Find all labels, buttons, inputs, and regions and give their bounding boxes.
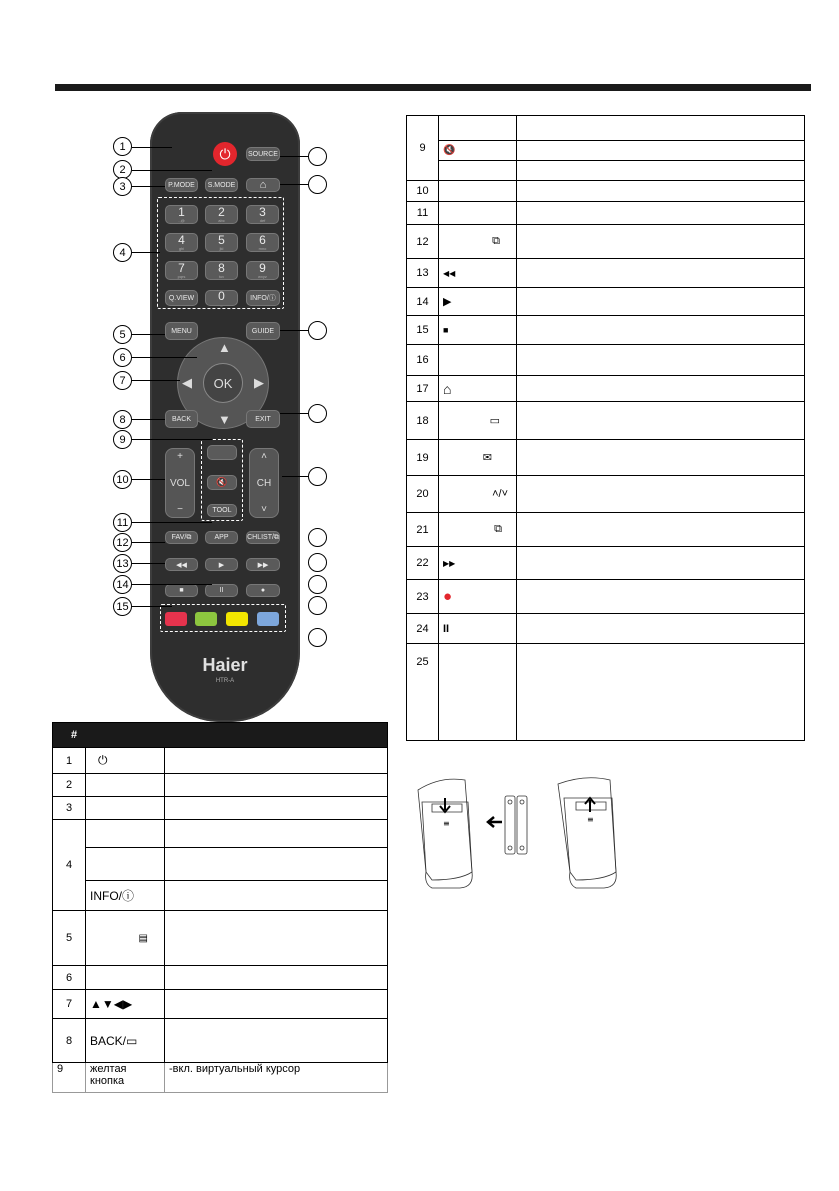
remote-back-open [418,779,472,888]
power-icon: ⏻ [86,748,165,774]
callout-line [132,170,212,171]
right-arrow-icon: ▶ [254,375,264,390]
info-button: INFO/ⓘ [246,290,280,306]
callout-right [308,321,327,340]
page-up-down-icon: ˄/˅ [439,476,517,513]
mute-icon: 🔇 [207,475,237,490]
table-row: 18 ▭ [407,402,805,440]
callout-right [308,404,327,423]
table-row: 9 желтая кнопка -вкл. виртуальный курсор [53,1063,388,1093]
home-icon: ⌂ [439,376,517,402]
callout-right [308,628,327,647]
callout-line [132,584,212,585]
callout-line [132,252,160,253]
callout-line [132,186,165,187]
table-row: 11 [407,202,805,225]
red-button [165,612,187,626]
mute-icon: 🔇 [439,141,517,161]
insert-arrow-icon [488,817,502,827]
callout-line [280,156,308,157]
teletext-icon: ✉ [439,440,517,476]
callout-line [280,184,308,185]
callout-right [308,467,327,486]
up-arrow-icon: ▲ [218,340,231,355]
callout-line [132,479,165,480]
table-row: 8 BACK/▭ [53,1019,388,1063]
table-row: 4 [53,820,388,848]
callout-right [308,553,327,572]
table-row: 16 [407,345,805,376]
table-row: 5 ▤ [53,911,388,966]
ok-button: OK [203,363,243,403]
callout-11: 11 [113,513,132,532]
menu-button: MENU [165,322,198,340]
svg-text:≡: ≡ [587,815,594,824]
table-row: 23 ● [407,580,805,614]
svg-text:≡: ≡ [443,819,450,828]
callout-4: 4 [113,243,132,262]
model-label: HTR-A [215,678,235,684]
callout-line [132,380,180,381]
digit-7: 7 pqrs [165,261,198,280]
vol-rocker: + VOL − [165,448,195,518]
down-arrow-icon: ▼ [218,412,231,427]
table-row: 10 [407,181,805,202]
table-row [53,881,388,911]
table-row: 6 [53,966,388,990]
battery-installation-figure [410,772,635,892]
callout-5: 5 [113,325,132,344]
fast-forward-icon: ▶▶ [439,547,517,580]
table-row [53,848,388,881]
chlist-button: CHLIST/⧉ [246,531,280,544]
play-icon: ▶ [439,288,517,316]
ch-rocker: ˄ CH ˅ [249,448,279,518]
digit-3: 3 def [246,205,279,224]
left-arrow-icon: ◀ [182,375,192,390]
table-row: 15 ■ [407,316,805,345]
table-row: 12 ⧉ [407,225,805,259]
fast-forward-icon: ▶▶ [246,558,280,571]
fav-icon: ⧉ [439,225,517,259]
digit-8: 8 tuv [205,261,238,280]
table-row: 20 ˄/˅ [407,476,805,513]
table-row: 3 [53,797,388,820]
table-row: 9 [407,116,805,141]
exit-button: EXIT [246,410,280,428]
blue-button [257,612,279,626]
pause-icon: II [205,584,238,597]
callout-right [308,528,327,547]
table-row [407,141,805,161]
tool-button: TOOL [207,504,237,517]
table-row: 14 ▶ [407,288,805,316]
callout-line [132,522,212,523]
table-row: 13 ◀◀ [407,259,805,288]
chlist-icon: ⧉ [439,513,517,547]
navigation-arrows-icon: ▲▼◀▶ [86,990,165,1019]
table-row: 22 ▶▶ [407,547,805,580]
callout-1: 1 [113,137,132,156]
callout-line [280,413,308,414]
callout-14: 14 [113,575,132,594]
table-row: 1 ⏻ [53,748,388,774]
remote-back-closed [558,778,616,888]
callout-line [132,542,165,543]
callout-6: 6 [113,348,132,367]
callout-line [132,147,172,148]
record-icon: ● [246,584,280,597]
smode-button: S.MODE [205,178,238,192]
subtitle-icon: ▭ [439,402,517,440]
callout-line [280,330,308,331]
callout-2: 2 [113,160,132,179]
back-label: BACK/▭ [86,1019,165,1063]
table-row: 7 ▲▼◀▶ [53,990,388,1019]
callout-10: 10 [113,470,132,489]
info-label: INFO/ⓘ [86,881,165,911]
digit-0: 0 _ [205,290,238,306]
yellow-button [226,612,248,626]
pmode-button: P.MODE [165,178,198,192]
digit-2: 2 abc [205,205,238,224]
callout-right [308,175,327,194]
pause-icon: II [439,614,517,644]
record-icon: ● [439,580,517,614]
top-rule [55,84,811,91]
green-button [195,612,217,626]
digit-5: 5 jkl [205,233,238,252]
digit-1: 1 .,@ [165,205,198,224]
source-button: SOURCE [246,147,280,161]
power-icon: ⏻ [213,142,237,166]
table-row: 19 ✉ [407,440,805,476]
brand-logo: Haier [202,655,248,675]
play-icon: ▶ [205,558,238,571]
back-button: BACK [165,410,198,428]
callout-7: 7 [113,371,132,390]
qview-button: Q.VIEW [165,290,198,306]
callout-3: 3 [113,177,132,196]
callout-line [132,606,172,607]
table-header: # [53,723,388,748]
stop-icon: ■ [439,316,517,345]
callout-line [132,357,197,358]
app-button: APP [205,531,238,544]
callout-right [308,147,327,166]
digit-6: 6 mno [246,233,279,252]
down-arrow-icon [440,798,450,812]
callout-right [308,575,327,594]
callout-line [132,419,165,420]
callout-13: 13 [113,554,132,573]
menu-icon: ▤ [86,911,165,966]
left-button-table [52,722,388,1093]
battery-pair [505,796,527,854]
callout-right [308,596,327,615]
callout-line [282,476,308,477]
yellow-cursor-button [207,445,237,460]
table-row: 2 [53,774,388,797]
stop-icon: ■ [165,584,198,597]
callout-line [132,563,165,564]
table-row: 17 ⌂ [407,376,805,402]
callout-12: 12 [113,533,132,552]
remote-body [150,112,300,722]
table-row: 21 ⧉ [407,513,805,547]
rewind-icon: ◀◀ [439,259,517,288]
callout-8: 8 [113,410,132,429]
right-button-table [406,115,805,741]
guide-button: GUIDE [246,322,280,340]
rewind-icon: ◀◀ [165,558,198,571]
table-row: 24 II [407,614,805,644]
callout-line [132,334,165,335]
home-icon: ⌂ [246,178,280,192]
digit-4: 4 ghi [165,233,198,252]
fav-button: FAV/⧉ [165,531,198,544]
digit-9: 9 wxyz [246,261,279,280]
callout-9: 9 [113,430,132,449]
table-row: 25 [407,644,805,741]
callout-15: 15 [113,597,132,616]
callout-line [132,439,212,440]
table-row [407,161,805,181]
